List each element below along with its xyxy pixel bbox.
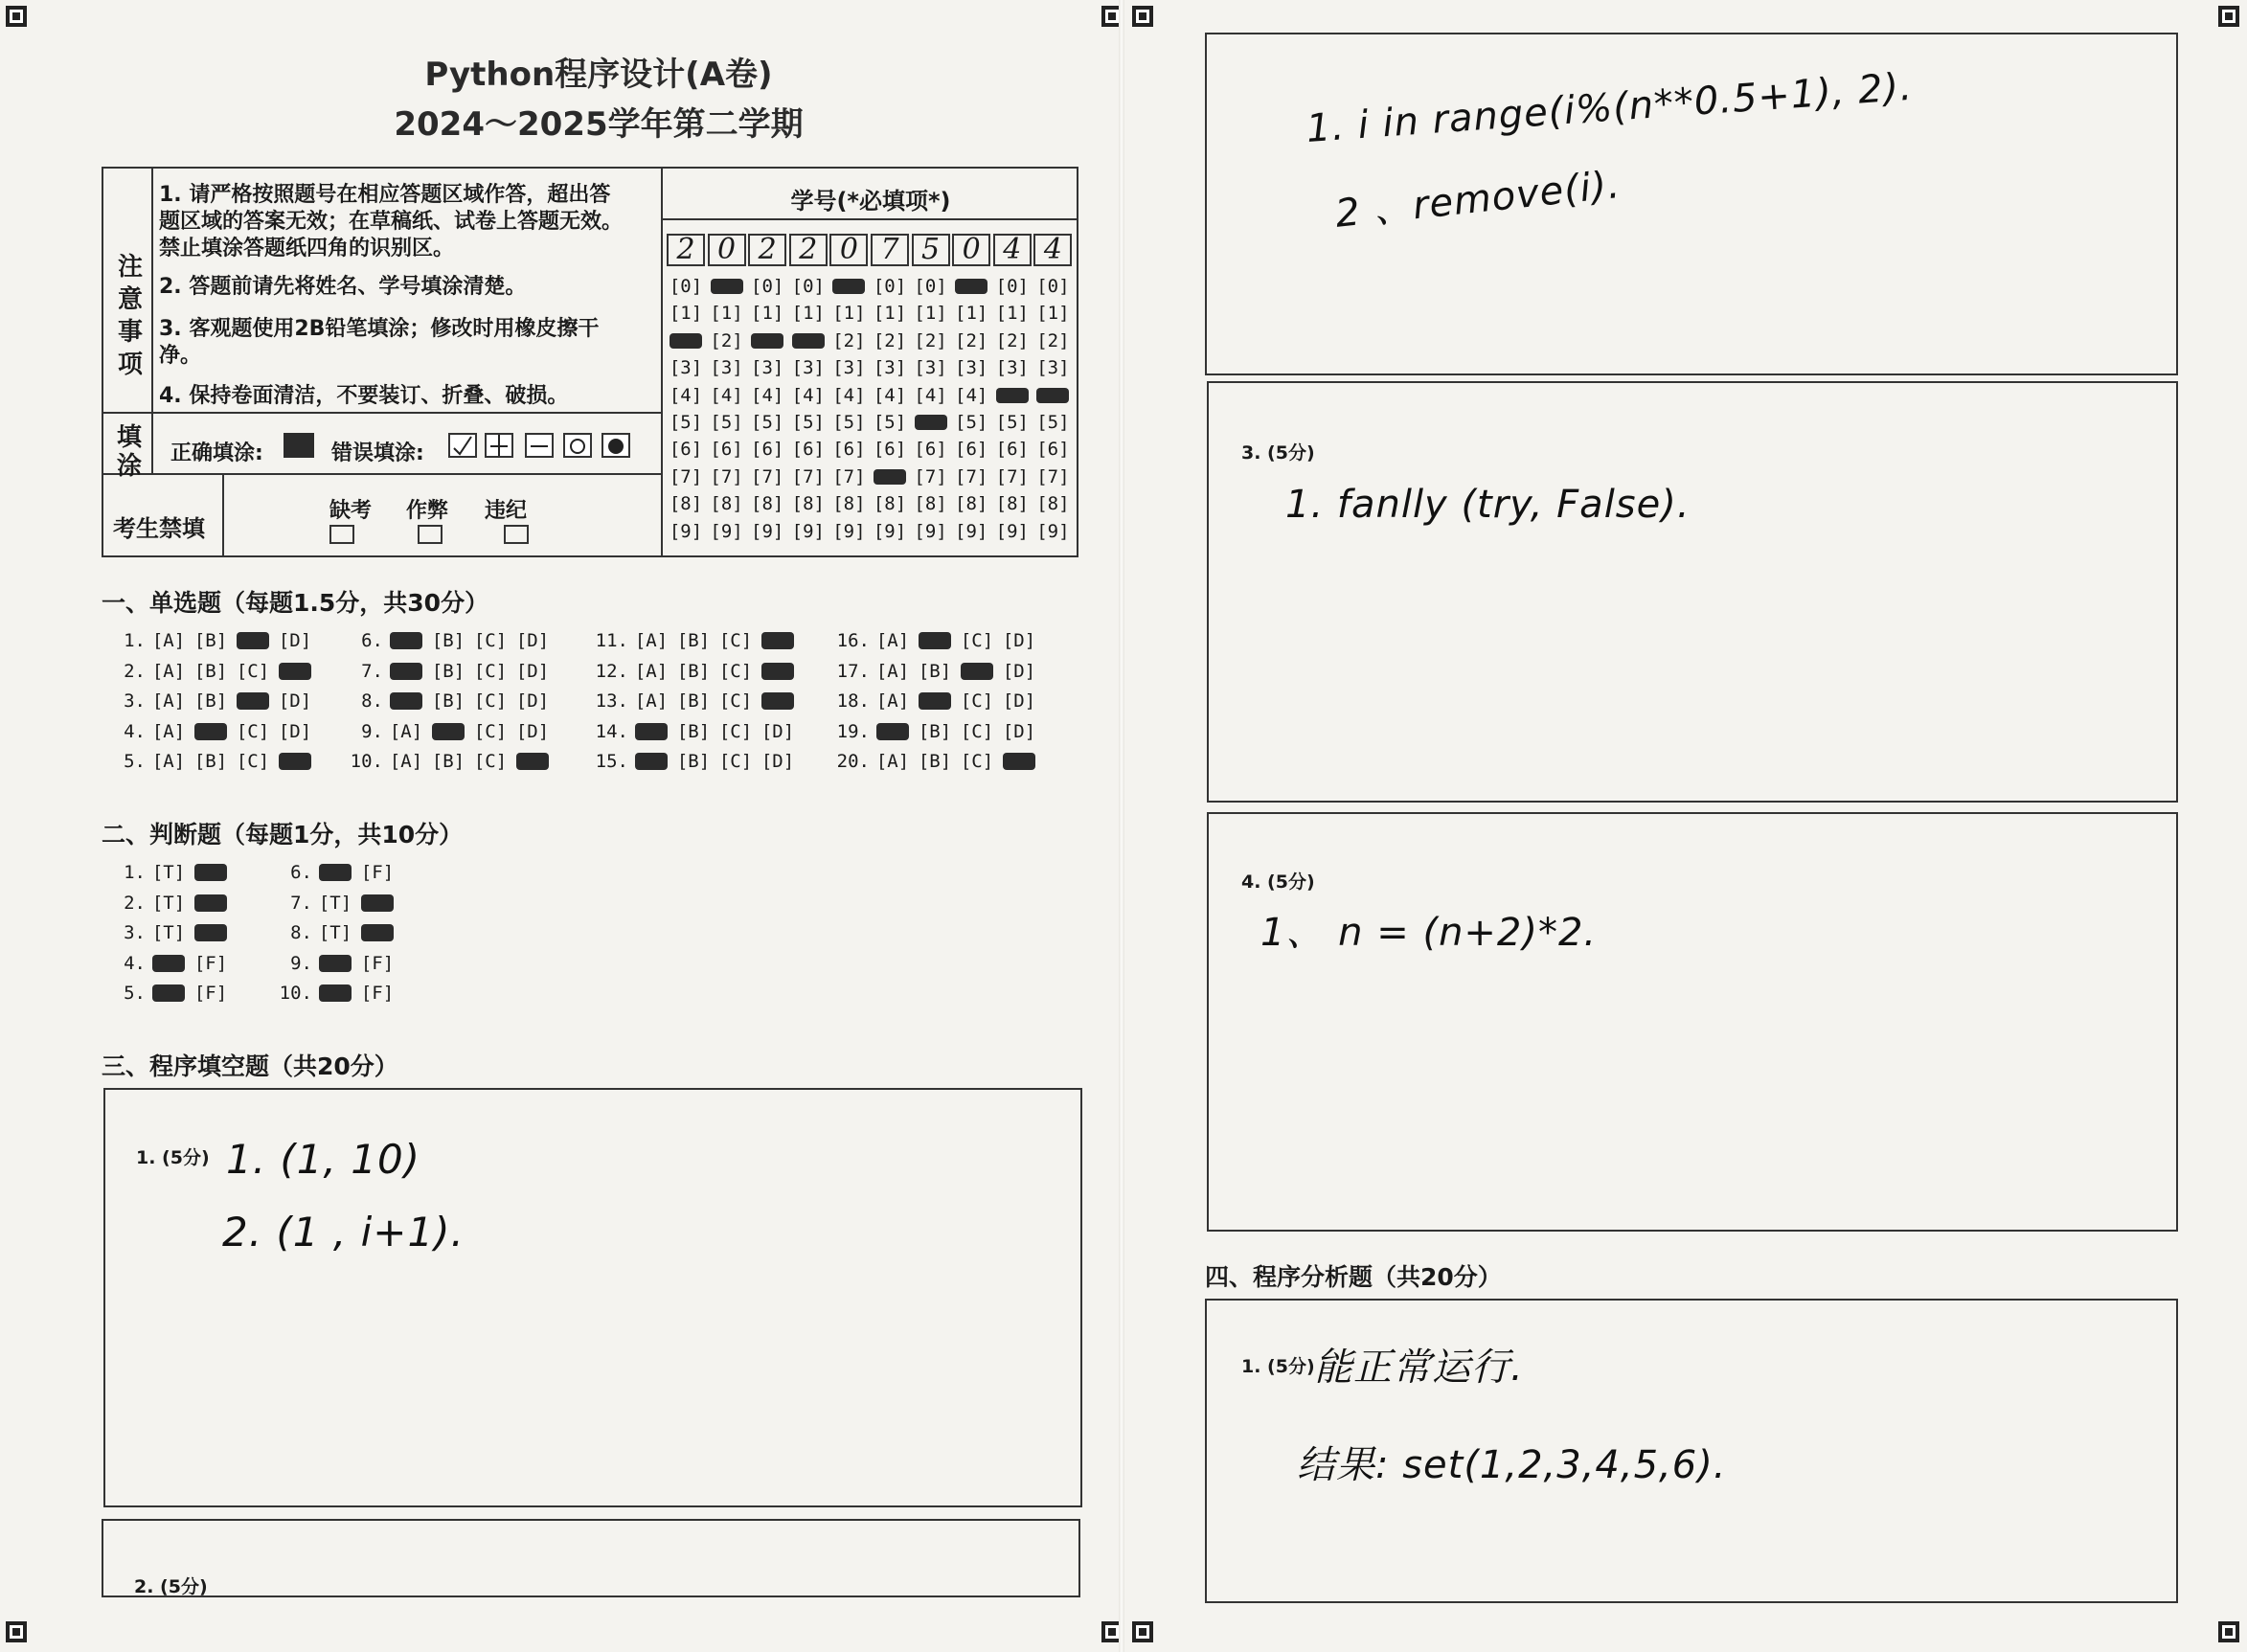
true-false-number: 2.: [124, 892, 146, 914]
student-id-bubble[interactable]: [5]: [669, 412, 703, 433]
student-id-bubble-filled[interactable]: [667, 330, 705, 351]
single-choice-option-filled[interactable]: [916, 630, 954, 651]
student-id-bubble[interactable]: [9]: [873, 520, 907, 542]
correct-fill-sample: [284, 433, 314, 458]
student-id-bubble[interactable]: [0]: [914, 276, 947, 297]
true-false-option[interactable]: [T]: [151, 892, 186, 914]
single-choice-option-filled[interactable]: [632, 751, 670, 772]
true-false-number: 6.: [290, 862, 312, 883]
registration-mark-icon: [2218, 6, 2239, 27]
student-id-bubble-filled[interactable]: [993, 385, 1032, 406]
single-choice-number: 12.: [595, 660, 628, 682]
single-choice-option[interactable]: [C]: [473, 630, 508, 651]
student-id-bubble[interactable]: [3]: [832, 357, 866, 379]
single-choice-option[interactable]: [C]: [473, 690, 508, 712]
single-choice-option[interactable]: [D]: [1002, 720, 1036, 742]
true-false-option[interactable]: [T]: [151, 922, 186, 943]
student-id-digit: 5: [912, 234, 950, 266]
single-choice-option[interactable]: [A]: [634, 630, 669, 651]
single-choice-option[interactable]: [A]: [151, 690, 186, 712]
fill-blank-q4-box: [1207, 812, 2178, 1232]
true-false-option[interactable]: [T]: [318, 892, 352, 914]
student-id-bubble[interactable]: [4]: [873, 384, 907, 406]
single-choice-option[interactable]: [A]: [151, 630, 186, 651]
flag-cheating-checkbox[interactable]: [418, 525, 443, 544]
student-id-bubble[interactable]: [7]: [995, 465, 1029, 487]
student-id-bubble[interactable]: [7]: [791, 465, 825, 487]
student-id-bubble[interactable]: [5]: [995, 412, 1029, 433]
student-id-bubble-filled[interactable]: [708, 276, 746, 297]
single-choice-number: 11.: [595, 630, 628, 651]
student-id-bubble-filled[interactable]: [789, 330, 828, 351]
student-id-bubble[interactable]: [9]: [751, 520, 784, 542]
single-choice-option-filled[interactable]: [1000, 751, 1038, 772]
student-id-bubble[interactable]: [8]: [710, 493, 743, 515]
single-choice-option[interactable]: [C]: [960, 690, 994, 712]
exam-term: 2024～2025学年第二学期: [394, 105, 804, 144]
fill-wrong-label: 错误填涂:: [331, 441, 424, 465]
single-choice-number: 7.: [361, 660, 383, 682]
student-id-bubble[interactable]: [6]: [914, 439, 947, 461]
registration-mark-icon: [2218, 1621, 2239, 1642]
analysis-q1-label: 1. (5分): [1241, 1356, 1315, 1377]
student-id-bubble[interactable]: [1]: [873, 303, 907, 325]
true-false-option-filled[interactable]: [192, 862, 230, 883]
fill-blank-q2-answer-1: 1. i in range(i%(n**0.5+1), 2).: [1305, 64, 1915, 151]
student-id-bubble[interactable]: [6]: [791, 439, 825, 461]
single-choice-number: 15.: [595, 751, 628, 772]
single-choice-option-filled[interactable]: [429, 721, 467, 742]
single-choice-option[interactable]: [C]: [473, 751, 508, 772]
student-id-bubble-filled[interactable]: [912, 412, 950, 433]
student-id-digit: 4: [993, 234, 1032, 266]
single-choice-number: 6.: [361, 630, 383, 651]
single-choice-option[interactable]: [D]: [278, 630, 312, 651]
fill-blank-q4-label: 4. (5分): [1241, 871, 1315, 893]
exam-use-label: 考生禁填: [113, 515, 205, 542]
student-id-bubble[interactable]: [3]: [710, 357, 743, 379]
single-choice-option[interactable]: [C]: [960, 751, 994, 772]
single-choice-option[interactable]: [B]: [918, 720, 952, 742]
single-choice-option-filled[interactable]: [387, 630, 425, 651]
student-id-bubble[interactable]: [7]: [832, 465, 866, 487]
single-choice-option[interactable]: [B]: [431, 660, 465, 682]
student-id-bubble[interactable]: [6]: [669, 439, 703, 461]
student-id-bubble[interactable]: [0]: [751, 276, 784, 297]
true-false-option[interactable]: [T]: [318, 922, 352, 943]
student-id-bubble[interactable]: [5]: [751, 412, 784, 433]
single-choice-option[interactable]: [B]: [193, 751, 228, 772]
true-false-option-filled[interactable]: [192, 922, 230, 943]
student-id-bubble[interactable]: [0]: [995, 276, 1029, 297]
student-id-digit: 4: [1033, 234, 1072, 266]
student-id-bubble[interactable]: [0]: [1036, 276, 1070, 297]
true-false-option[interactable]: [F]: [360, 862, 395, 883]
fill-blank-q1-answer-2: 2. (1 , i+1).: [222, 1209, 465, 1256]
student-id-digit: 0: [708, 234, 746, 266]
flag-absent-label: 缺考: [329, 499, 373, 523]
single-choice-option-filled[interactable]: [958, 661, 996, 682]
student-id-bubble[interactable]: [8]: [1036, 493, 1070, 515]
fill-rules-label: 填涂: [116, 423, 142, 481]
single-choice-option-filled[interactable]: [192, 721, 230, 742]
student-id-bubble[interactable]: [6]: [995, 439, 1029, 461]
answer-sheet-right-page: [1126, 0, 2247, 1652]
student-id-bubble[interactable]: [9]: [955, 520, 988, 542]
student-id-bubble[interactable]: [3]: [914, 357, 947, 379]
single-choice-option[interactable]: [D]: [515, 660, 550, 682]
single-choice-option[interactable]: [B]: [431, 690, 465, 712]
student-id-bubble[interactable]: [7]: [1036, 465, 1070, 487]
student-id-bubble[interactable]: [4]: [751, 384, 784, 406]
single-choice-option[interactable]: [B]: [676, 630, 711, 651]
fill-blank-q1-answer-1: 1. (1, 10): [226, 1136, 421, 1183]
student-id-bubble[interactable]: [6]: [751, 439, 784, 461]
student-id-bubble[interactable]: [7]: [751, 465, 784, 487]
notice-label: 注意事项: [117, 253, 143, 379]
analysis-q1-answer-1: 能正常运行.: [1314, 1346, 1524, 1390]
student-id-digit: 2: [789, 234, 828, 266]
single-choice-option[interactable]: [C]: [718, 720, 753, 742]
student-id-bubble[interactable]: [1]: [1036, 303, 1070, 325]
wrong-fill-circle-icon: [563, 433, 592, 458]
student-id-bubble[interactable]: [1]: [669, 303, 703, 325]
student-id-bubble[interactable]: [5]: [832, 412, 866, 433]
fill-blank-q4-answer-1: 1、 n = (n+2)*2.: [1260, 911, 1598, 955]
student-id-digit: 2: [748, 234, 786, 266]
true-false-option-filled[interactable]: [192, 893, 230, 914]
student-id-bubble[interactable]: [9]: [791, 520, 825, 542]
student-id-bubble[interactable]: [9]: [995, 520, 1029, 542]
analysis-title: 四、程序分析题（共20分）: [1205, 1263, 1502, 1291]
fill-correct-label: 正确填涂:: [170, 441, 263, 465]
student-id-bubble[interactable]: [2]: [873, 329, 907, 351]
single-choice-number: 1.: [124, 630, 146, 651]
student-id-bubble[interactable]: [2]: [995, 329, 1029, 351]
single-choice-option[interactable]: [A]: [389, 720, 423, 742]
fill-blank-title: 三、程序填空题（共20分）: [102, 1052, 398, 1080]
student-id-bubble[interactable]: [8]: [669, 493, 703, 515]
true-false-option-filled[interactable]: [358, 893, 397, 914]
student-id-bubble[interactable]: [1]: [832, 303, 866, 325]
single-choice-option[interactable]: [C]: [960, 720, 994, 742]
single-choice-number: 20.: [836, 751, 870, 772]
true-false-option-filled[interactable]: [316, 862, 354, 883]
student-id-bubble-filled[interactable]: [1033, 385, 1072, 406]
single-choice-option[interactable]: [C]: [236, 660, 270, 682]
student-id-title: 学号(*必填项*): [790, 188, 951, 215]
student-id-digit: 7: [871, 234, 909, 266]
student-id-bubble-filled[interactable]: [871, 466, 909, 487]
student-id-bubble[interactable]: [4]: [832, 384, 866, 406]
single-choice-option[interactable]: [C]: [236, 720, 270, 742]
fill-blank-q2-box: [102, 1519, 1080, 1597]
flag-cheating-label: 作弊: [406, 499, 449, 523]
true-false-number: 10.: [279, 983, 312, 1004]
student-id-bubble[interactable]: [9]: [914, 520, 947, 542]
student-id-bubble[interactable]: [1]: [914, 303, 947, 325]
single-choice-option-filled[interactable]: [234, 690, 272, 712]
single-choice-number: 10.: [350, 751, 383, 772]
student-id-digit: 2: [667, 234, 705, 266]
single-choice-number: 9.: [361, 720, 383, 742]
single-choice-number: 14.: [595, 720, 628, 742]
registration-mark-icon: [1132, 6, 1153, 27]
single-choice-number: 16.: [836, 630, 870, 651]
flag-violation-label: 违纪: [485, 499, 528, 523]
student-id-bubble[interactable]: [2]: [914, 329, 947, 351]
student-id-digit: 0: [952, 234, 990, 266]
student-id-bubble[interactable]: [5]: [710, 412, 743, 433]
student-id-bubble[interactable]: [1]: [751, 303, 784, 325]
student-id-bubble[interactable]: [1]: [791, 303, 825, 325]
single-choice-option[interactable]: [D]: [760, 720, 795, 742]
student-id-bubble[interactable]: [5]: [791, 412, 825, 433]
true-false-option[interactable]: [F]: [193, 952, 228, 974]
true-false-option[interactable]: [T]: [151, 862, 186, 883]
true-false-option[interactable]: [F]: [360, 952, 395, 974]
registration-mark-icon: [1132, 1621, 1153, 1642]
student-id-bubble[interactable]: [5]: [955, 412, 988, 433]
single-choice-title: 一、单选题（每题1.5分，共30分）: [102, 589, 489, 617]
fill-blank-q2-answer-2: 2 、remove(i).: [1332, 162, 1623, 237]
student-id-bubble[interactable]: [5]: [873, 412, 907, 433]
single-choice-option[interactable]: [B]: [431, 751, 465, 772]
student-id-bubble[interactable]: [9]: [710, 520, 743, 542]
analysis-q1-answer-2: 结果: set(1,2,3,4,5,6).: [1297, 1443, 1727, 1487]
single-choice-option-filled[interactable]: [874, 721, 912, 742]
single-choice-option[interactable]: [C]: [236, 751, 270, 772]
single-choice-option[interactable]: [D]: [1002, 690, 1036, 712]
true-false-option-filled[interactable]: [316, 983, 354, 1004]
student-id-bubble[interactable]: [8]: [873, 493, 907, 515]
single-choice-option[interactable]: [B]: [676, 751, 711, 772]
single-choice-number: 19.: [836, 720, 870, 742]
single-choice-option[interactable]: [D]: [278, 720, 312, 742]
student-id-bubble[interactable]: [0]: [791, 276, 825, 297]
single-choice-option[interactable]: [A]: [151, 751, 186, 772]
fill-blank-q1-label: 1. (5分): [136, 1147, 210, 1168]
student-id-bubble[interactable]: [1]: [710, 303, 743, 325]
student-id-bubble[interactable]: [8]: [832, 493, 866, 515]
student-id-bubble[interactable]: [1]: [995, 303, 1029, 325]
single-choice-option[interactable]: [A]: [389, 751, 423, 772]
fill-blank-q2-label: 2. (5分): [134, 1576, 208, 1597]
student-id-bubble[interactable]: [8]: [791, 493, 825, 515]
student-id-bubble-filled[interactable]: [748, 330, 786, 351]
true-false-title: 二、判断题（每题1分，共10分）: [102, 821, 464, 849]
single-choice-option[interactable]: [A]: [151, 720, 186, 742]
single-choice-option[interactable]: [A]: [875, 630, 910, 651]
single-choice-option[interactable]: [D]: [515, 630, 550, 651]
student-id-bubble[interactable]: [2]: [710, 329, 743, 351]
single-choice-option[interactable]: [B]: [193, 660, 228, 682]
student-id-bubble[interactable]: [4]: [669, 384, 703, 406]
single-choice-option[interactable]: [B]: [193, 630, 228, 651]
student-id-bubble[interactable]: [2]: [955, 329, 988, 351]
single-choice-option[interactable]: [C]: [473, 660, 508, 682]
student-id-bubble[interactable]: [2]: [1036, 329, 1070, 351]
single-choice-option-filled[interactable]: [916, 690, 954, 712]
student-id-bubble[interactable]: [6]: [873, 439, 907, 461]
student-id-bubble[interactable]: [8]: [914, 493, 947, 515]
single-choice-number: 4.: [124, 720, 146, 742]
student-id-bubble[interactable]: [7]: [669, 465, 703, 487]
notice-item-4: 4. 保持卷面清洁，不要装订、折叠、破损。: [159, 384, 569, 408]
student-id-bubble[interactable]: [3]: [669, 357, 703, 379]
student-id-bubble[interactable]: [6]: [832, 439, 866, 461]
single-choice-option-filled[interactable]: [387, 661, 425, 682]
student-id-bubble[interactable]: [8]: [751, 493, 784, 515]
single-choice-number: 8.: [361, 690, 383, 712]
registration-mark-icon: [6, 1621, 27, 1642]
single-choice-option[interactable]: [A]: [875, 751, 910, 772]
student-id-bubble-filled[interactable]: [829, 276, 868, 297]
fill-blank-q3-box: [1207, 381, 2178, 803]
single-choice-option[interactable]: [B]: [676, 720, 711, 742]
student-id-bubble[interactable]: [9]: [1036, 520, 1070, 542]
student-id-bubble[interactable]: [8]: [955, 493, 988, 515]
student-id-bubble[interactable]: [4]: [914, 384, 947, 406]
student-id-bubble[interactable]: [7]: [955, 465, 988, 487]
page-fold: [1119, 0, 1124, 1652]
true-false-number: 9.: [290, 952, 312, 974]
single-choice-option[interactable]: [C]: [718, 630, 753, 651]
student-id-bubble[interactable]: [7]: [914, 465, 947, 487]
true-false-option-filled[interactable]: [358, 922, 397, 943]
single-choice-option[interactable]: [D]: [1002, 630, 1036, 651]
single-choice-option[interactable]: [D]: [1002, 660, 1036, 682]
true-false-option-filled[interactable]: [149, 983, 188, 1004]
notice-item-3: 3. 客观题使用2B铅笔填涂；修改时用橡皮擦干净。: [159, 317, 600, 368]
single-choice-option[interactable]: [B]: [676, 660, 711, 682]
student-id-bubble[interactable]: [3]: [995, 357, 1029, 379]
single-choice-option[interactable]: [D]: [515, 720, 550, 742]
true-false-option-filled[interactable]: [316, 953, 354, 974]
fill-blank-q3-answer-1: 1. fanlly (try, False).: [1285, 483, 1691, 527]
single-choice-option[interactable]: [B]: [193, 690, 228, 712]
student-id-bubble[interactable]: [3]: [791, 357, 825, 379]
student-id-bubble[interactable]: [0]: [669, 276, 703, 297]
notice-item-2: 2. 答题前请先将姓名、学号填涂清楚。: [159, 275, 527, 299]
single-choice-option-filled[interactable]: [387, 690, 425, 712]
wrong-fill-dash-icon: [525, 433, 554, 458]
single-choice-option[interactable]: [D]: [515, 690, 550, 712]
exam-title: Python程序设计(A卷): [424, 56, 773, 94]
single-choice-option[interactable]: [B]: [676, 690, 711, 712]
single-choice-number: 3.: [124, 690, 146, 712]
single-choice-option[interactable]: [A]: [634, 660, 669, 682]
student-id-bubble-filled[interactable]: [952, 276, 990, 297]
single-choice-option[interactable]: [D]: [278, 690, 312, 712]
single-choice-option[interactable]: [A]: [875, 690, 910, 712]
single-choice-option[interactable]: [A]: [151, 660, 186, 682]
student-id-bubble[interactable]: [3]: [751, 357, 784, 379]
fill-blank-q3-label: 3. (5分): [1241, 442, 1315, 464]
student-id-bubble[interactable]: [9]: [669, 520, 703, 542]
single-choice-option[interactable]: [C]: [718, 751, 753, 772]
student-id-bubble[interactable]: [2]: [832, 329, 866, 351]
student-id-bubble[interactable]: [7]: [710, 465, 743, 487]
wrong-fill-cross-icon: [485, 433, 513, 458]
flag-absent-checkbox[interactable]: [329, 525, 354, 544]
true-false-number: 5.: [124, 983, 146, 1004]
single-choice-option[interactable]: [C]: [718, 660, 753, 682]
student-id-bubble[interactable]: [6]: [955, 439, 988, 461]
student-id-bubble[interactable]: [4]: [791, 384, 825, 406]
single-choice-option[interactable]: [D]: [760, 751, 795, 772]
single-choice-number: 13.: [595, 690, 628, 712]
student-id-bubble[interactable]: [1]: [955, 303, 988, 325]
true-false-number: 8.: [290, 922, 312, 943]
student-id-bubble[interactable]: [4]: [955, 384, 988, 406]
true-false-option-filled[interactable]: [149, 953, 188, 974]
single-choice-option-filled[interactable]: [234, 630, 272, 651]
single-choice-option-filled[interactable]: [632, 721, 670, 742]
student-id-bubble[interactable]: [4]: [710, 384, 743, 406]
wrong-fill-tick-icon: [448, 433, 477, 458]
single-choice-option[interactable]: [B]: [918, 660, 952, 682]
single-choice-option-filled[interactable]: [276, 661, 314, 682]
single-choice-option[interactable]: [A]: [875, 660, 910, 682]
student-id-bubble[interactable]: [9]: [832, 520, 866, 542]
student-id-bubble[interactable]: [3]: [955, 357, 988, 379]
student-id-bubble[interactable]: [3]: [1036, 357, 1070, 379]
single-choice-option-filled[interactable]: [759, 630, 797, 651]
true-false-number: 1.: [124, 862, 146, 883]
wrong-fill-dot-icon: [601, 433, 630, 458]
single-choice-option[interactable]: [B]: [431, 630, 465, 651]
true-false-option[interactable]: [F]: [193, 983, 228, 1004]
true-false-number: 7.: [290, 892, 312, 914]
single-choice-number: 18.: [836, 690, 870, 712]
student-id-bubble[interactable]: [0]: [873, 276, 907, 297]
single-choice-number: 17.: [836, 660, 870, 682]
student-id-bubble[interactable]: [5]: [1036, 412, 1070, 433]
notice-item-1: 1. 请严格按照题号在相应答题区域作答，超出答题区域的答案无效；在草稿纸、试卷上答题无效。禁止填涂答题纸四角的识别区。: [159, 183, 624, 260]
single-choice-option[interactable]: [B]: [918, 751, 952, 772]
student-id-bubble[interactable]: [6]: [1036, 439, 1070, 461]
student-id-bubble[interactable]: [6]: [710, 439, 743, 461]
true-false-number: 4.: [124, 952, 146, 974]
single-choice-option-filled[interactable]: [276, 751, 314, 772]
single-choice-number: 2.: [124, 660, 146, 682]
single-choice-option[interactable]: [C]: [473, 720, 508, 742]
flag-violation-checkbox[interactable]: [504, 525, 529, 544]
true-false-number: 3.: [124, 922, 146, 943]
student-id-bubble[interactable]: [8]: [995, 493, 1029, 515]
true-false-option[interactable]: [F]: [360, 983, 395, 1004]
student-id-digit: 0: [829, 234, 868, 266]
single-choice-option-filled[interactable]: [513, 751, 552, 772]
registration-mark-icon: [6, 6, 27, 27]
student-id-bubble[interactable]: [3]: [873, 357, 907, 379]
single-choice-option[interactable]: [C]: [718, 690, 753, 712]
answer-sheet-left-page: [0, 0, 1121, 1652]
single-choice-option-filled[interactable]: [759, 661, 797, 682]
single-choice-option[interactable]: [A]: [634, 690, 669, 712]
single-choice-option-filled[interactable]: [759, 690, 797, 712]
single-choice-option[interactable]: [C]: [960, 630, 994, 651]
single-choice-number: 5.: [124, 751, 146, 772]
